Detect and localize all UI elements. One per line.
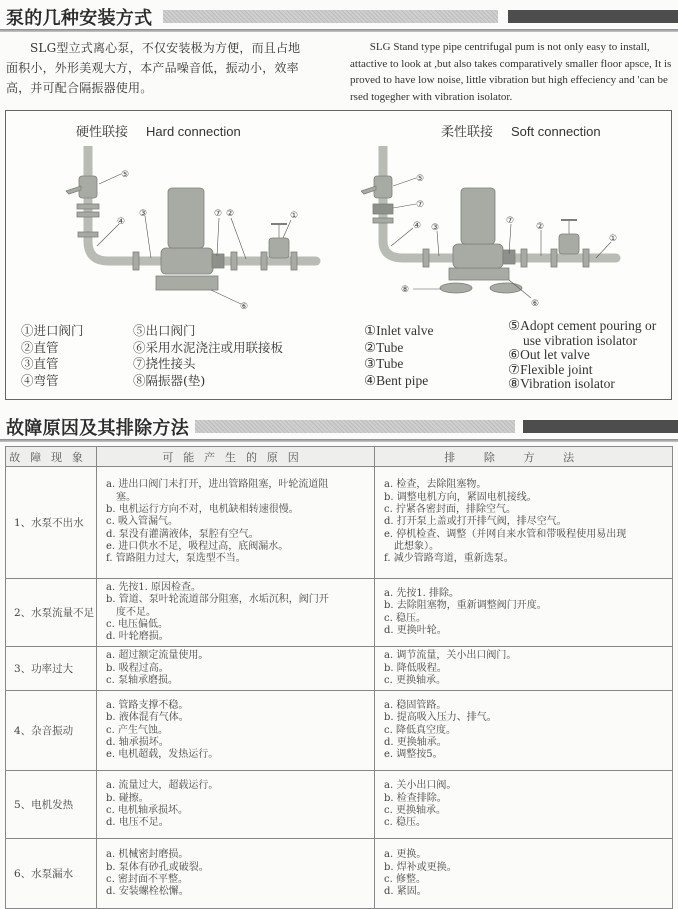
- fix-line: d. 更换叶轮。: [384, 625, 447, 637]
- fix-line: d. 打开泵上盖或打开排气阀，排尽空气。: [384, 516, 567, 528]
- fix-line: c. 拧紧各密封面，排除空气。: [384, 504, 516, 516]
- cause-line: c. 吸入管漏气。: [106, 516, 178, 528]
- inlet-valve-body: [559, 234, 579, 254]
- fault-table: [5, 446, 673, 909]
- legend-en-col1: [364, 323, 433, 389]
- cause-cell: [97, 579, 375, 647]
- fix-cell: [375, 647, 673, 691]
- cause-cell: [97, 771, 375, 839]
- cause-line: c. 电机轴承损坏。: [106, 804, 188, 816]
- vibration-isolator: [440, 283, 472, 293]
- header-symptom: 故障现象: [6, 447, 97, 467]
- fix-line: 此想象）。: [394, 540, 439, 552]
- cause-line: a. 流量过大，超载运行。: [106, 780, 219, 792]
- cause-line: b. 吸程过高。: [106, 662, 169, 674]
- legend-item: ⑤出口阀门: [133, 323, 196, 338]
- fix-cell: [375, 467, 673, 579]
- symptom-cell: 4、杂音振动: [6, 691, 97, 771]
- fault-table-body: [6, 467, 673, 909]
- table-row: [6, 579, 673, 647]
- flexible-joint: [373, 204, 393, 214]
- legend-item: ⑦Flexible joint: [508, 361, 593, 377]
- cause-cell: [97, 691, 375, 771]
- fix-line: b. 降低吸程。: [384, 662, 447, 674]
- hard-connection-title: [76, 121, 241, 140]
- table-row: [6, 467, 673, 579]
- flange: [291, 252, 297, 270]
- legend-item: ②Tube: [364, 339, 404, 355]
- callout-7b: ⑦: [506, 216, 515, 226]
- fix-line: a. 先按1. 排除。: [384, 588, 460, 600]
- table-row: [6, 691, 673, 771]
- legend-item: ④弯管: [21, 372, 59, 388]
- legend-cn-col2: [133, 323, 283, 389]
- fix-line: b. 焊补或更换。: [384, 861, 457, 873]
- fix-line: c. 更换轴承。: [384, 804, 446, 816]
- legend-item: ⑥采用水泥浇注或用联接板: [133, 339, 284, 355]
- fix-line: a. 更换。: [384, 849, 427, 861]
- pump-body: [161, 248, 213, 274]
- flange: [261, 252, 267, 270]
- fix-cell: [375, 579, 673, 647]
- symptom-cell: 5、电机发热: [6, 771, 97, 839]
- hard-title-en: Hard connection: [146, 124, 241, 139]
- cause-line: d. 轴承损坏。: [106, 737, 169, 749]
- cause-line: a. 先按1. 原因检查。: [106, 582, 202, 593]
- header-rule: [0, 439, 678, 442]
- callout-2: ②: [536, 222, 545, 232]
- vibration-isolator: [490, 283, 522, 293]
- cause-line: b. 管道、泵叶轮流道部分阻塞，水垢沉积，阀门开: [106, 594, 329, 606]
- fix-line: b. 调整电机方向，紧固电机接线。: [384, 491, 537, 503]
- table-row: [6, 771, 673, 839]
- intro-text-chinese: SLG型立式离心泵，不仅安装极为方便，而且占地面积小，外形美观大方，本产品噪音低，振动小，效率高，并可配合隔振器使用。: [6, 41, 301, 95]
- callout-6: ⑥: [531, 299, 540, 309]
- cause-cell: [97, 839, 375, 909]
- pump-motor: [461, 188, 495, 244]
- cause-line: a. 进出口阀门未打开，进出管路阻塞，叶轮流道阻: [106, 479, 329, 491]
- fix-line: a. 稳固管路。: [384, 700, 447, 712]
- legend-item: ②直管: [21, 339, 59, 355]
- legend-item: ①进口阀门: [21, 323, 84, 338]
- fix-cell: [375, 771, 673, 839]
- legend-item: ⑥Out let valve: [508, 347, 590, 363]
- legend-item: ④Bent pipe: [364, 372, 429, 388]
- flexible-joint: [212, 254, 224, 268]
- legend-item: ⑦挠性接头: [133, 356, 196, 371]
- legend-item: ⑤Adopt cement pouring or: [508, 318, 657, 333]
- cause-line: 塞。: [116, 491, 136, 503]
- fix-line: b. 提高吸入压力、排气。: [384, 712, 497, 724]
- table-row: [6, 839, 673, 909]
- fix-cell: [375, 839, 673, 909]
- hard-title-cn: 硬性联接: [76, 125, 129, 140]
- flange: [583, 249, 589, 267]
- flange: [231, 252, 237, 270]
- fix-line: a. 关小出口阀。: [384, 780, 457, 792]
- header-cause: 可能产生的原因: [97, 447, 375, 467]
- pump-base: [449, 268, 509, 280]
- cause-line: a. 管路支撑不稳。: [106, 700, 189, 712]
- cause-line: c. 密封面不平整。: [106, 873, 188, 885]
- pump-motor: [168, 188, 204, 248]
- cause-line: e. 进口供水不足，吸程过高，底阀漏水。: [106, 540, 289, 552]
- soft-title-cn: 柔性联接: [441, 125, 494, 140]
- cause-line: b. 电机运行方向不对，电机缺相转速很慢。: [106, 504, 299, 516]
- fix-line: c. 稳压。: [384, 817, 426, 829]
- fix-line: a. 检查，去除阻塞物。: [384, 479, 487, 491]
- callout-8: ⑧: [401, 285, 410, 295]
- cause-line: f. 管路阻力过大，泵选型不当。: [106, 553, 246, 565]
- hard-connection-illustration: [61, 146, 331, 311]
- inlet-valve-body: [269, 238, 289, 258]
- legend-item: use vibration isolator: [523, 332, 637, 348]
- flange: [423, 249, 429, 267]
- fix-line: e. 调整按5。: [384, 749, 443, 761]
- header-bar-light: [163, 10, 498, 23]
- cause-line: d. 叶轮磨损。: [106, 631, 169, 643]
- cause-line: d. 泵没有灌满液体，泵腔有空气。: [106, 528, 259, 540]
- callout-7: ⑦: [214, 209, 223, 219]
- legend-item: ③直管: [21, 356, 59, 371]
- flange: [551, 249, 557, 267]
- fix-line: b. 去除阻塞物，重新调整阀门开度。: [384, 600, 547, 612]
- symptom-cell: 1、水泵不出水: [6, 467, 97, 579]
- outlet-valve-body: [79, 176, 97, 198]
- fix-line: c. 更换轴承。: [384, 675, 446, 687]
- callout-3: ③: [139, 209, 148, 219]
- flange: [373, 218, 393, 223]
- cause-line: a. 机械密封磨损。: [106, 849, 189, 861]
- cause-cell: [97, 647, 375, 691]
- callout-5: ⑤: [121, 170, 130, 180]
- section-title: 故障原因及其排除方法: [6, 418, 189, 439]
- callout-7: ⑦: [416, 200, 425, 210]
- cause-line: b. 液体混有气体。: [106, 712, 189, 724]
- callout-5: ⑤: [416, 174, 425, 184]
- cause-line: c. 产生气蚀。: [106, 724, 168, 736]
- fix-cell: [375, 691, 673, 771]
- flange: [77, 212, 99, 217]
- legend-en-col2: [508, 319, 656, 392]
- callout-2: ②: [226, 209, 235, 219]
- flange: [78, 232, 98, 237]
- installation-diagram-panel: [5, 110, 672, 400]
- cause-line: d. 安装螺栓松懈。: [106, 886, 189, 898]
- header-rule: [0, 29, 678, 32]
- callout-6: ⑥: [240, 302, 249, 311]
- symptom-cell: 6、水泵漏水: [6, 839, 97, 909]
- cause-cell: [97, 467, 375, 579]
- symptom-cell: 3、功率过大: [6, 647, 97, 691]
- pump-base: [156, 276, 218, 290]
- cause-line: d. 电压不足。: [106, 817, 169, 829]
- header-bar-dark: [523, 420, 678, 433]
- fix-line: c. 降低真空度。: [384, 724, 456, 736]
- header-fix: 排除方法: [375, 447, 673, 467]
- fix-line: c. 修整。: [384, 873, 426, 885]
- cause-line: b. 泵体有砂孔或破裂。: [106, 861, 209, 873]
- fix-line: d. 更换轴承。: [384, 737, 447, 749]
- table-row: [6, 647, 673, 691]
- section-header-troubleshooting: [0, 410, 678, 442]
- fix-line: a. 调节流量，关小出口阀门。: [384, 650, 517, 662]
- pump-body: [453, 244, 503, 268]
- legend-item: ⑧Vibration isolator: [508, 376, 615, 392]
- fix-line: d. 紧固。: [384, 886, 427, 898]
- flange: [77, 204, 99, 209]
- section-header-installation: [0, 0, 678, 32]
- header-bar-dark: [508, 10, 678, 23]
- cause-line: a. 超过额定流量使用。: [106, 650, 209, 662]
- callout-1: ①: [290, 211, 299, 221]
- flange: [133, 252, 139, 270]
- cause-line: 度不足。: [116, 606, 156, 618]
- cause-line: c. 泵轴承磨损。: [106, 675, 178, 687]
- soft-connection-illustration: [361, 146, 631, 311]
- fix-line: e. 停机检查、调整（并网自来水管和带吸程使用易出现: [384, 528, 627, 540]
- callout-3: ③: [431, 223, 440, 233]
- cause-line: c. 电压偏低。: [106, 618, 168, 630]
- section-title: 泵的几种安装方式: [6, 8, 153, 29]
- symptom-cell: 2、水泵流量不足: [6, 579, 97, 647]
- flange: [521, 249, 527, 267]
- soft-connection-title: [441, 121, 601, 140]
- callout-4: ④: [117, 217, 126, 227]
- fix-line: f. 减少管路弯道，重新选泵。: [384, 553, 514, 565]
- legend-item: ①Inlet valve: [364, 323, 434, 338]
- fix-line: c. 稳压。: [384, 612, 426, 624]
- intro-text-english: SLG Stand type pipe centrifugal pum is not only easy to install, attactive to look at ,but also takes comparatively smaller floor apsce, It is proved to have low noise, little vibration but high effeciency and 'can be rsed togegher with vibration isolator.: [350, 41, 672, 103]
- legend-item: ⑧隔振器(垫): [133, 372, 206, 388]
- cause-line: e. 电机超载，发热运行。: [106, 749, 219, 761]
- legend-cn-col1: [21, 323, 84, 389]
- header-bar-light: [195, 420, 515, 433]
- table-header-row: [6, 447, 673, 467]
- callout-4: ④: [413, 221, 422, 231]
- callout-1: ①: [609, 234, 618, 244]
- soft-title-en: Soft connection: [511, 124, 601, 139]
- legend-item: ③Tube: [364, 356, 404, 371]
- fix-line: b. 检查排除。: [384, 792, 447, 804]
- cause-line: b. 碰擦。: [106, 792, 149, 804]
- outlet-valve-body: [374, 176, 392, 198]
